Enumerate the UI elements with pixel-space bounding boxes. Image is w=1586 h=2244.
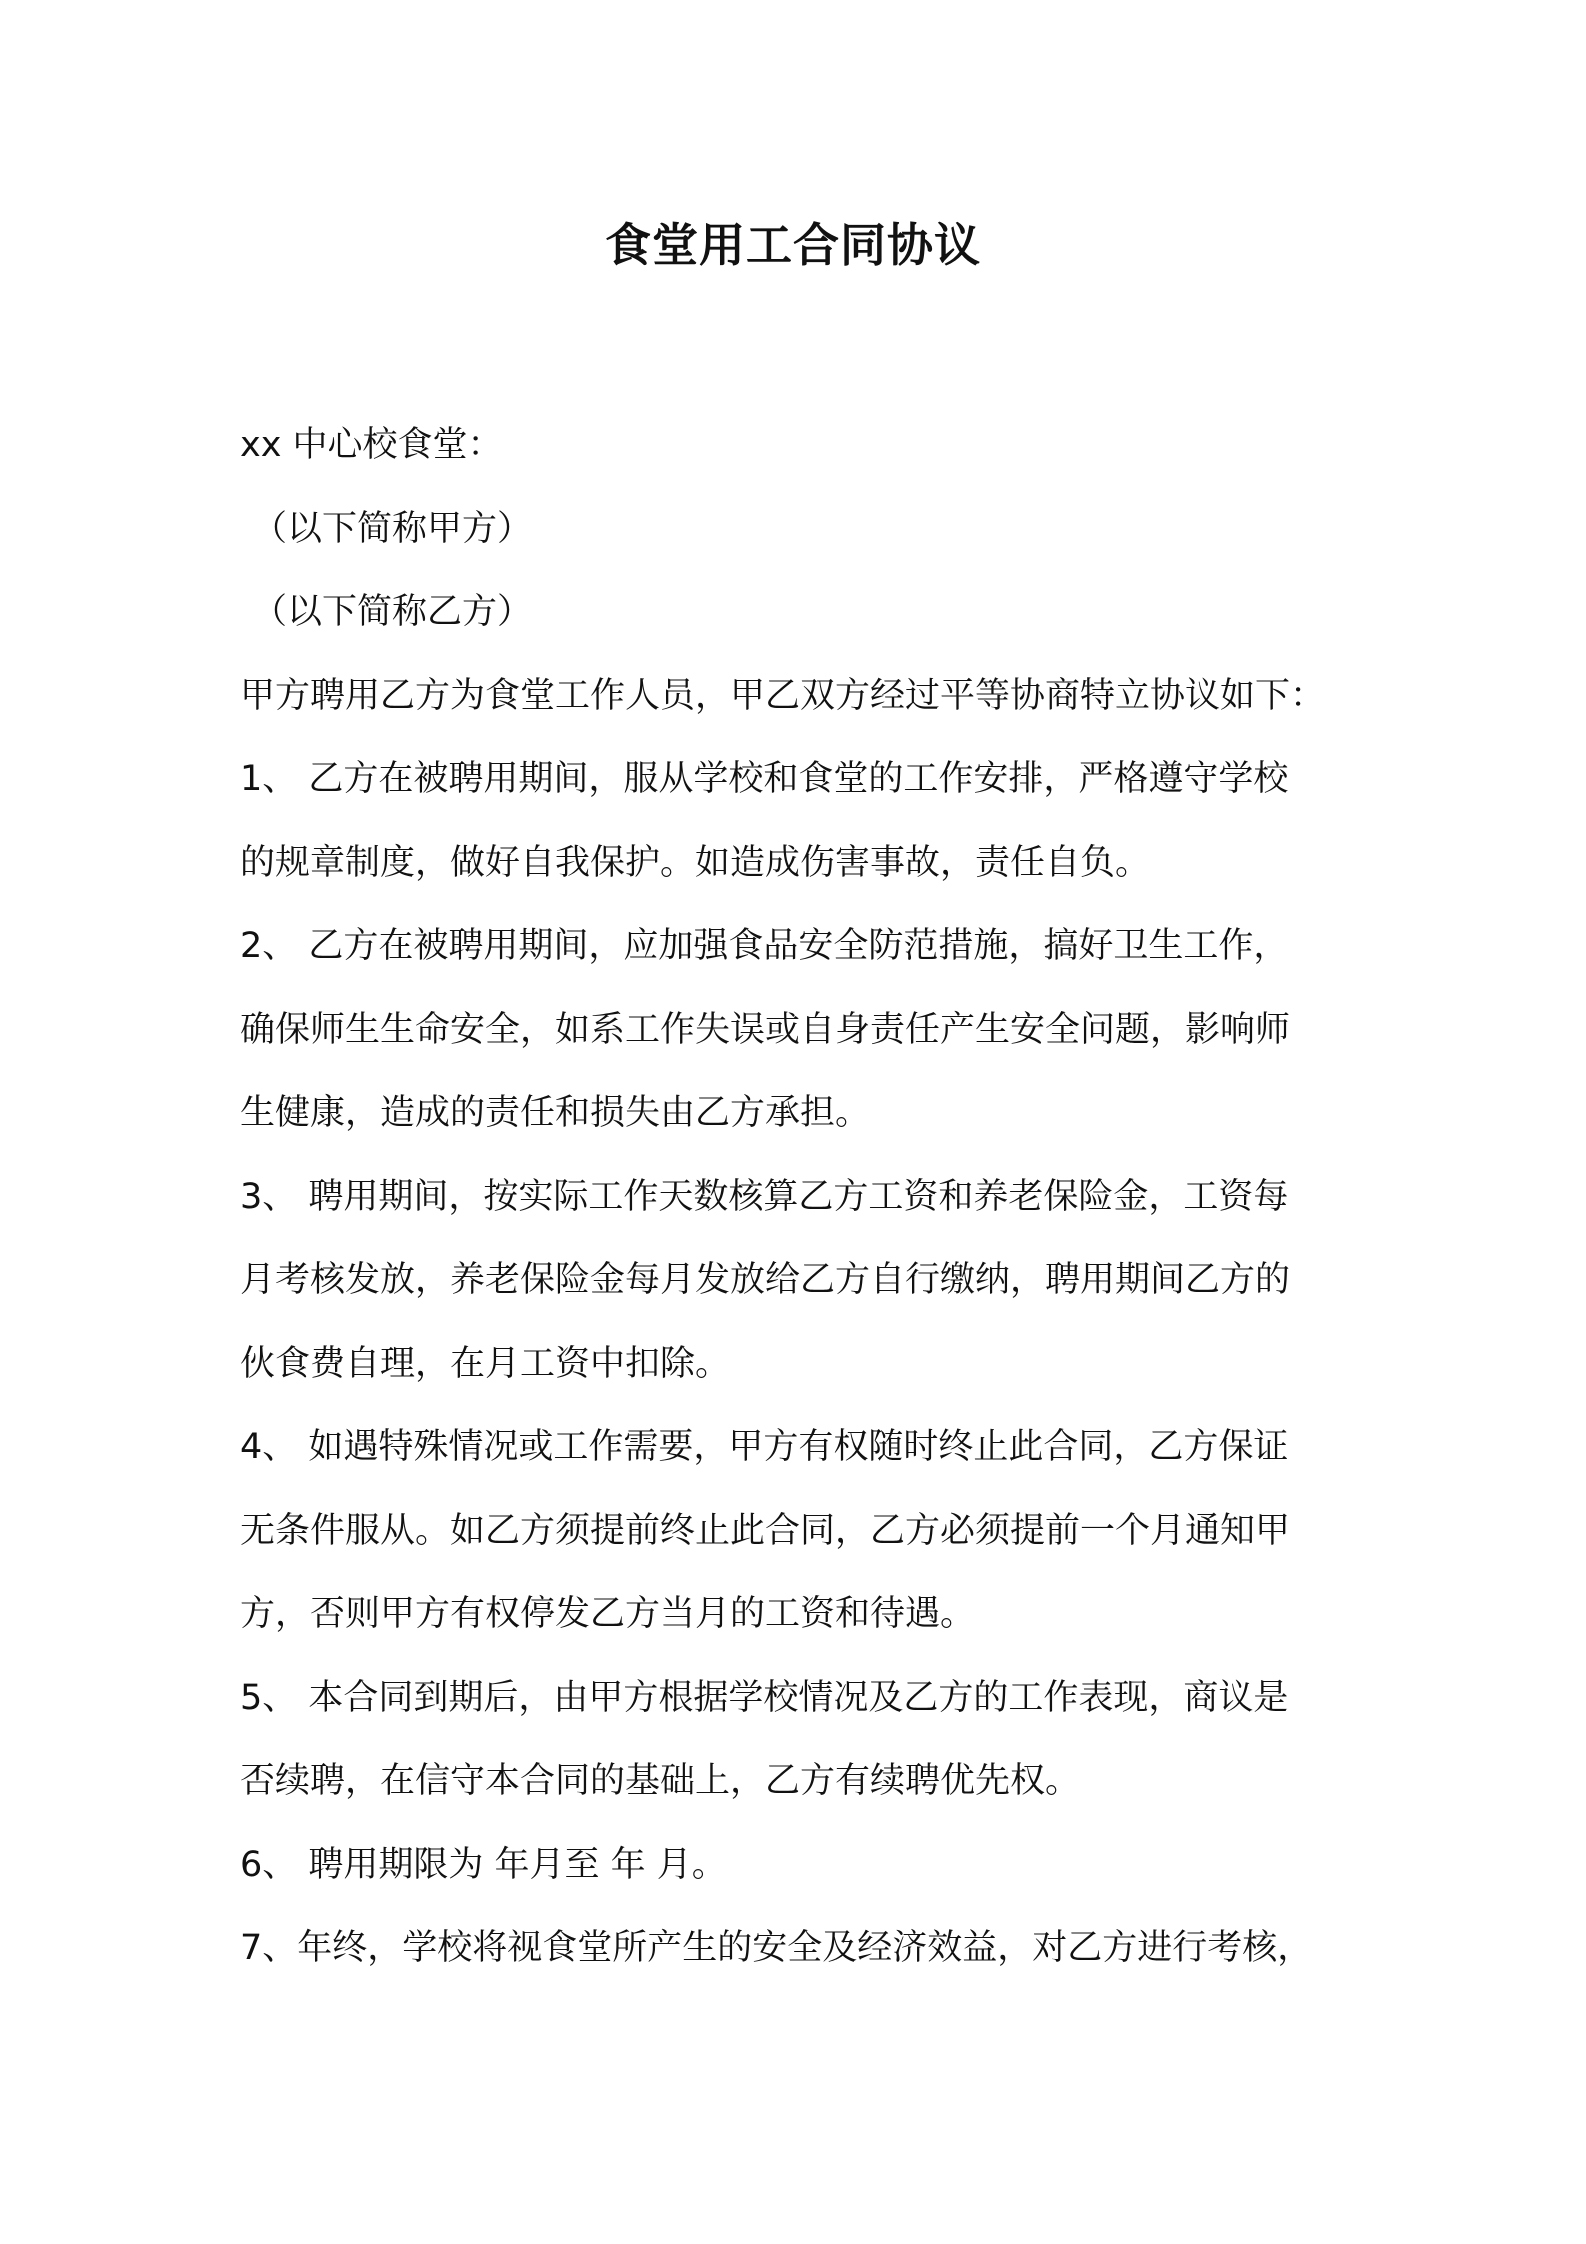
clause-7-line-1: 7、年终，学校将视食堂所产生的安全及经济效益，对乙方进行考核， xyxy=(240,1928,1313,1968)
clause-4-line-2: 无条件服从。如乙方须提前终止此合同，乙方必须提前一个月通知甲 xyxy=(240,1510,1291,1551)
contract-body xyxy=(240,404,1360,1991)
clause-3-line-3: 伙食费自理，在月工资中扣除。 xyxy=(240,1343,731,1384)
clause-5-line-1: 5、 本合同到期后，由甲方根据学校情况及乙方的工作表现，商议是 xyxy=(240,1677,1289,1718)
clause-5-line-2: 否续聘，在信守本合同的基础上，乙方有续聘优先权。 xyxy=(240,1761,1081,1801)
clause-3-line-2: 月考核发放，养老保险金每月发放给乙方自行缴纳，聘用期间乙方的 xyxy=(240,1260,1291,1300)
addressee-line: xx 中心校食堂： xyxy=(240,425,503,465)
clause-1-line-2: 的规章制度，做好自我保护。如造成伤害事故，责任自负。 xyxy=(240,842,1151,883)
clause-4-line-1: 4、 如遇特殊情况或工作需要，甲方有权随时终止此合同，乙方保证 xyxy=(240,1427,1289,1467)
clause-3-line-1: 3、 聘用期间，按实际工作天数核算乙方工资和养老保险金，工资每 xyxy=(240,1176,1289,1217)
clause-1-line-1: 1、 乙方在被聘用期间，服从学校和食堂的工作安排，严格遵守学校 xyxy=(240,759,1289,799)
party-b-line: （以下简称乙方） xyxy=(252,592,533,632)
clause-4-line-3: 方，否则甲方有权停发乙方当月的工资和待遇。 xyxy=(240,1594,976,1634)
intro-line: 甲方聘用乙方为食堂工作人员，甲乙双方经过平等协商特立协议如下： xyxy=(240,675,1326,716)
clause-6-line-1: 6、 聘用期限为 年月至 年 月。 xyxy=(240,1844,727,1885)
clause-2-line-2: 确保师生生命安全，如系工作失误或自身责任产生安全问题，影响师 xyxy=(240,1009,1291,1050)
document-title: 食堂用工合同协议 xyxy=(605,218,981,272)
clause-2-line-1: 2、 乙方在被聘用期间，应加强食品安全防范措施，搞好卫生工作， xyxy=(240,926,1289,966)
clause-2-line-3: 生健康，造成的责任和损失由乙方承担。 xyxy=(240,1093,871,1133)
party-a-line: （以下简称甲方） xyxy=(252,508,533,549)
